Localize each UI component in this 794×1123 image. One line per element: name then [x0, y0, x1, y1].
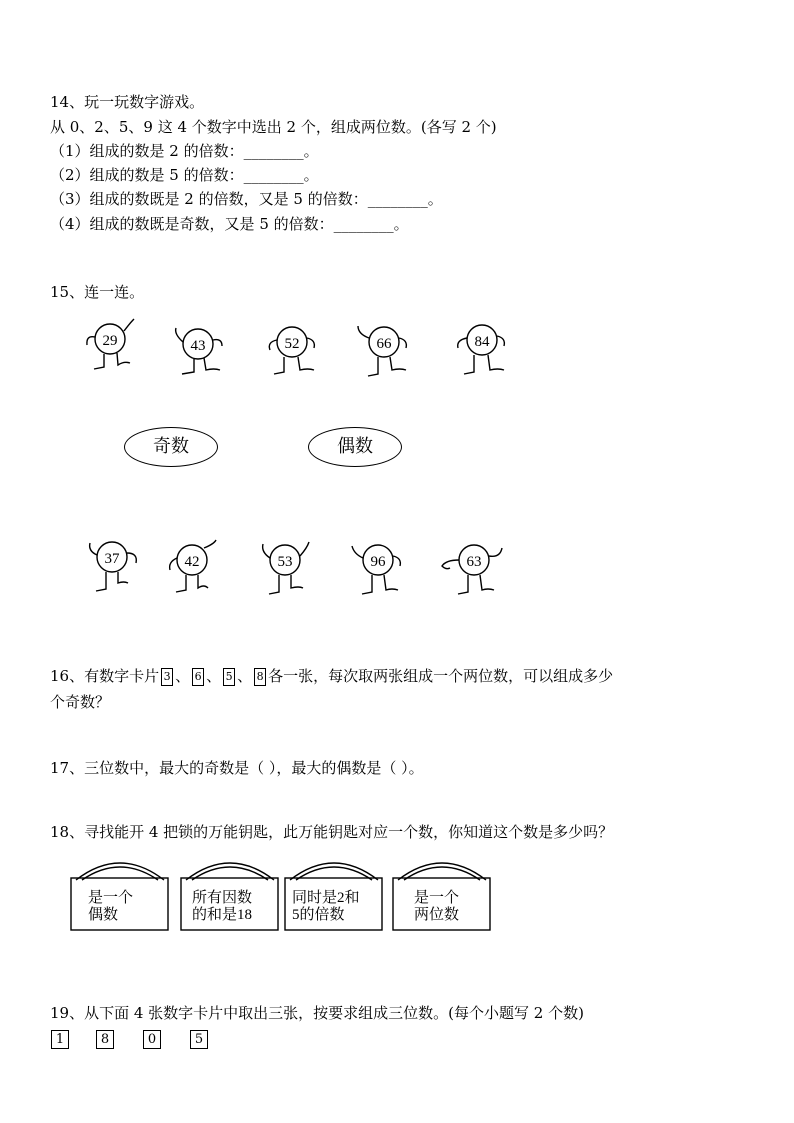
lock-line: 同时是2和: [292, 890, 360, 906]
lock-line: 5的倍数: [292, 907, 345, 923]
q16-prefix: 16、有数字卡片: [50, 667, 160, 685]
q16-sep: 、: [206, 667, 222, 685]
creature-number: 84: [474, 334, 490, 350]
number-creature[interactable]: [354, 320, 414, 384]
lock: [70, 858, 170, 938]
q19-text: 19、从下面 4 张数字卡片中取出三张，按要求组成三位数。(每个小题写 2 个数): [50, 1004, 584, 1022]
odd-number-oval[interactable]: 奇数: [124, 427, 218, 467]
creature-figure-icon: [442, 540, 512, 600]
creature-number: 42: [184, 554, 200, 570]
number-creature[interactable]: [255, 540, 315, 604]
lock-line: 所有因数: [192, 890, 253, 906]
creature-figure-icon: [262, 320, 322, 380]
q15-title: 15、连一连。: [50, 283, 145, 301]
lock-line: 是一个: [414, 890, 460, 906]
q17-text: 17、三位数中，最大的奇数是（ ），最大的偶数是（ ）。: [50, 759, 424, 777]
even-number-oval[interactable]: 偶数: [308, 427, 402, 467]
number-creature[interactable]: [452, 320, 512, 384]
creature-number: 43: [190, 338, 206, 354]
digit-card: 3: [161, 668, 173, 686]
creature-figure-icon: [348, 540, 408, 600]
q14-item-2: （2）组成的数是 5 的倍数：________。: [50, 166, 319, 184]
lock-line: 是一个: [88, 890, 134, 906]
creature-number: 52: [284, 336, 300, 352]
q14-item-4: （4）组成的数既是奇数，又是 5 的倍数：________。: [50, 215, 409, 233]
digit-card: 5: [223, 668, 235, 686]
creature-number: 29: [102, 333, 118, 349]
number-creature[interactable]: [164, 540, 224, 604]
number-creature[interactable]: [442, 540, 512, 604]
q14-title: 14、玩一玩数字游戏。: [50, 93, 205, 111]
digit-card: 6: [192, 668, 204, 686]
digit-card: 0: [143, 1030, 161, 1049]
creature-number: 37: [104, 551, 120, 567]
lock: [392, 858, 492, 938]
q16-line-2: 个奇数？: [50, 693, 111, 711]
digit-card: 5: [190, 1030, 208, 1049]
q14-item-1: （1）组成的数是 2 的倍数：________。: [50, 142, 319, 160]
q18-text: 18、寻找能开 4 把锁的万能钥匙，此万能钥匙对应一个数，你知道这个数是多少吗？: [50, 823, 614, 841]
q16-sep: 、: [237, 667, 253, 685]
q16-sep: 、: [175, 667, 191, 685]
creature-figure-icon: [255, 540, 315, 600]
q16-line-1: [50, 666, 613, 686]
creature-figure-icon: [84, 537, 144, 597]
number-creature[interactable]: [82, 315, 142, 379]
digit-card: 1: [51, 1030, 69, 1049]
creature-number: 53: [277, 554, 293, 570]
lock: [284, 858, 384, 938]
lock: [180, 858, 280, 938]
creature-number: 63: [466, 554, 482, 570]
creature-number: 66: [376, 336, 392, 352]
digit-card: 8: [96, 1030, 114, 1049]
number-creature[interactable]: [262, 320, 322, 384]
number-creature[interactable]: [348, 540, 408, 604]
creature-figure-icon: [82, 315, 142, 375]
creature-number: 96: [370, 554, 386, 570]
creature-figure-icon: [452, 320, 512, 380]
creature-figure-icon: [354, 320, 414, 380]
number-creature[interactable]: [84, 537, 144, 601]
q16-suffix: 各一张，每次取两张组成一个两位数，可以组成多少: [268, 667, 614, 685]
lock-line: 偶数: [88, 907, 119, 923]
lock-line: 的和是18: [192, 907, 253, 923]
digit-card: 8: [254, 668, 266, 686]
q14-item-3: （3）组成的数既是 2 的倍数，又是 5 的倍数：________。: [50, 190, 443, 208]
lock-line: 两位数: [414, 907, 460, 923]
creature-figure-icon: [164, 540, 224, 600]
number-creature[interactable]: [170, 320, 230, 384]
q14-intro: 从 0、2、5、9 这 4 个数字中选出 2 个，组成两位数。(各写 2 个): [50, 118, 497, 136]
creature-figure-icon: [170, 320, 230, 380]
